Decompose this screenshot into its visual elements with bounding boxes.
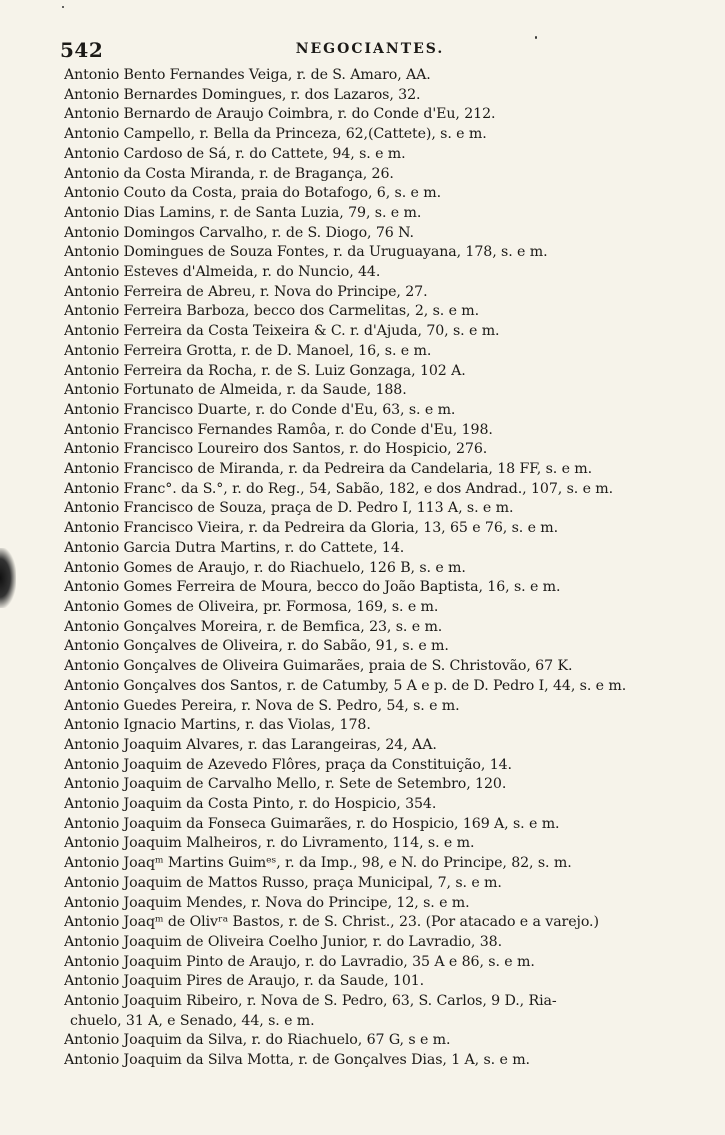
directory-entry: Antonio Joaquim da Silva Motta, r. de Gonçalves Dias, 1 A, s. e m.: [64, 1052, 530, 1069]
directory-entry: Antonio Gomes de Araujo, r. do Riachuelo, 126 B, s. e m.: [64, 559, 466, 576]
directory-entry: Antonio Joaquim Pires de Araujo, r. da Saude, 101.: [64, 973, 425, 990]
directory-entry: Antonio Joaquim Ribeiro, r. Nova de S. Pedro, 63, S. Carlos, 9 D., Ria-: [64, 993, 557, 1010]
directory-entry: Antonio Joaqᵐ Martins Guimᵉˢ, r. da Imp., 98, e N. do Principe, 82, s. m.: [64, 855, 572, 872]
paper-speck: [535, 36, 537, 39]
directory-entry: Antonio Francisco de Souza, praça de D. Pedro I, 113 A, s. e m.: [64, 500, 514, 517]
directory-entry: Antonio Ferreira da Costa Teixeira & C. r. d'Ajuda, 70, s. e m.: [64, 323, 500, 340]
directory-entry: Antonio Francisco Fernandes Ramôa, r. do Conde d'Eu, 198.: [64, 421, 493, 438]
directory-entry: Antonio Cardoso de Sá, r. do Cattete, 94, s. e m.: [64, 145, 406, 162]
directory-entry: Antonio Joaquim de Mattos Russo, praça Municipal, 7, s. e m.: [64, 874, 502, 891]
directory-entry: Antonio Joaquim de Azevedo Flôres, praça da Constituição, 14.: [64, 756, 512, 773]
directory-entry: Antonio Ferreira de Abreu, r. Nova do Principe, 27.: [64, 283, 428, 300]
directory-entry: Antonio Joaquim Mendes, r. Nova do Principe, 12, s. e m.: [64, 894, 470, 911]
directory-entry-continuation: chuelo, 31 A, e Senado, 44, s. e m.: [70, 1012, 315, 1029]
directory-entry: Antonio Couto da Costa, praia do Botafogo, 6, s. e m.: [64, 185, 441, 202]
directory-entry: Antonio Joaquim de Carvalho Mello, r. Sete de Setembro, 120.: [64, 776, 507, 793]
directory-entry: Antonio Domingos Carvalho, r. de S. Diogo, 76 N.: [64, 224, 414, 241]
directory-entry: Antonio Gonçalves de Oliveira Guimarães, praia de S. Christovão, 67 K.: [64, 658, 573, 675]
directory-entry: Antonio Gonçalves dos Santos, r. de Catumby, 5 A e p. de D. Pedro I, 44, s. e m.: [64, 677, 627, 694]
directory-entry: Antonio Bernardes Domingues, r. dos Lazaros, 32.: [64, 86, 421, 103]
directory-entry: Antonio Ferreira da Rocha, r. de S. Luiz Gonzaga, 102 A.: [64, 362, 466, 379]
directory-entry: Antonio Joaquim Malheiros, r. do Livramento, 114, s. e m.: [64, 835, 475, 852]
directory-entry: Antonio Domingues de Souza Fontes, r. da Uruguayana, 178, s. e m.: [64, 244, 548, 261]
paper-speck: [62, 6, 64, 8]
directory-entry: Antonio Gomes Ferreira de Moura, becco do João Baptista, 16, s. e m.: [64, 579, 561, 596]
directory-entry: Antonio Campello, r. Bella da Princeza, 62,(Cattete), s. e m.: [64, 126, 487, 143]
directory-entry: Antonio Esteves d'Almeida, r. do Nuncio, 44.: [64, 264, 381, 281]
directory-entry: Antonio Dias Lamins, r. de Santa Luzia, 79, s. e m.: [64, 204, 422, 221]
directory-entry: Antonio Francisco de Miranda, r. da Pedreira da Candelaria, 18 FF, s. e m.: [64, 461, 593, 478]
directory-entry: Antonio Garcia Dutra Martins, r. do Cattete, 14.: [64, 539, 405, 556]
directory-entry: Antonio Guedes Pereira, r. Nova de S. Pedro, 54, s. e m.: [64, 697, 460, 714]
directory-entry: Antonio Joaqᵐ de Olivʳᵃ Bastos, r. de S. Christ., 23. (Por atacado e a varejo.): [64, 914, 599, 931]
directory-entry: Antonio Francisco Vieira, r. da Pedreira da Gloria, 13, 65 e 76, s. e m.: [64, 520, 559, 537]
directory-entry: Antonio da Costa Miranda, r. de Bragança, 26.: [64, 165, 394, 182]
binding-shadow: [0, 548, 16, 608]
directory-entry: Antonio Ferreira Grotta, r. de D. Manoel, 16, s. e m.: [64, 342, 432, 359]
directory-entry: Antonio Joaquim Pinto de Araujo, r. do Lavradio, 35 A e 86, s. e m.: [64, 953, 535, 970]
directory-entry: Antonio Joaquim da Costa Pinto, r. do Hospicio, 354.: [64, 796, 437, 813]
directory-entry: Antonio Fortunato de Almeida, r. da Saude, 188.: [64, 382, 407, 399]
directory-entry: Antonio Joaquim da Silva, r. do Riachuelo, 67 G, s e m.: [64, 1032, 451, 1049]
directory-entry: Antonio Joaquim Alvares, r. das Larangeiras, 24, AA.: [64, 736, 437, 753]
directory-entry: Antonio Gonçalves de Oliveira, r. do Sabão, 91, s. e m.: [64, 638, 449, 655]
directory-entry: Antonio Gomes de Oliveira, pr. Formosa, 169, s. e m.: [64, 598, 439, 615]
directory-entry: Antonio Bento Fernandes Veiga, r. de S. Amaro, AA.: [64, 67, 431, 83]
directory-entry: Antonio Francisco Duarte, r. do Conde d'Eu, 63, s. e m.: [64, 401, 456, 418]
directory-entry: Antonio Franc°. da S.°, r. do Reg., 54, Sabão, 182, e dos Andrad., 107, s. e m.: [64, 480, 614, 497]
directory-entry: Antonio Francisco Loureiro dos Santos, r. do Hospicio, 276.: [64, 441, 488, 458]
merchant-directory-list: [64, 66, 686, 1071]
directory-entry: Antonio Joaquim de Oliveira Coelho Junior, r. do Lavradio, 38.: [64, 933, 503, 950]
page-header: [60, 38, 680, 64]
directory-entry: Antonio Bernardo de Araujo Coimbra, r. do Conde d'Eu, 212.: [64, 106, 496, 123]
page-number: 542: [60, 38, 104, 62]
running-title: NEGOCIANTES.: [295, 41, 445, 57]
directory-entry: Antonio Ignacio Martins, r. das Violas, 178.: [64, 717, 371, 734]
directory-entry: Antonio Gonçalves Moreira, r. de Bemfica, 23, s. e m.: [64, 618, 443, 635]
directory-entry: Antonio Joaquim da Fonseca Guimarães, r. do Hospicio, 169 A, s. e m.: [64, 815, 560, 832]
directory-entry: Antonio Ferreira Barboza, becco dos Carmelitas, 2, s. e m.: [64, 303, 480, 320]
